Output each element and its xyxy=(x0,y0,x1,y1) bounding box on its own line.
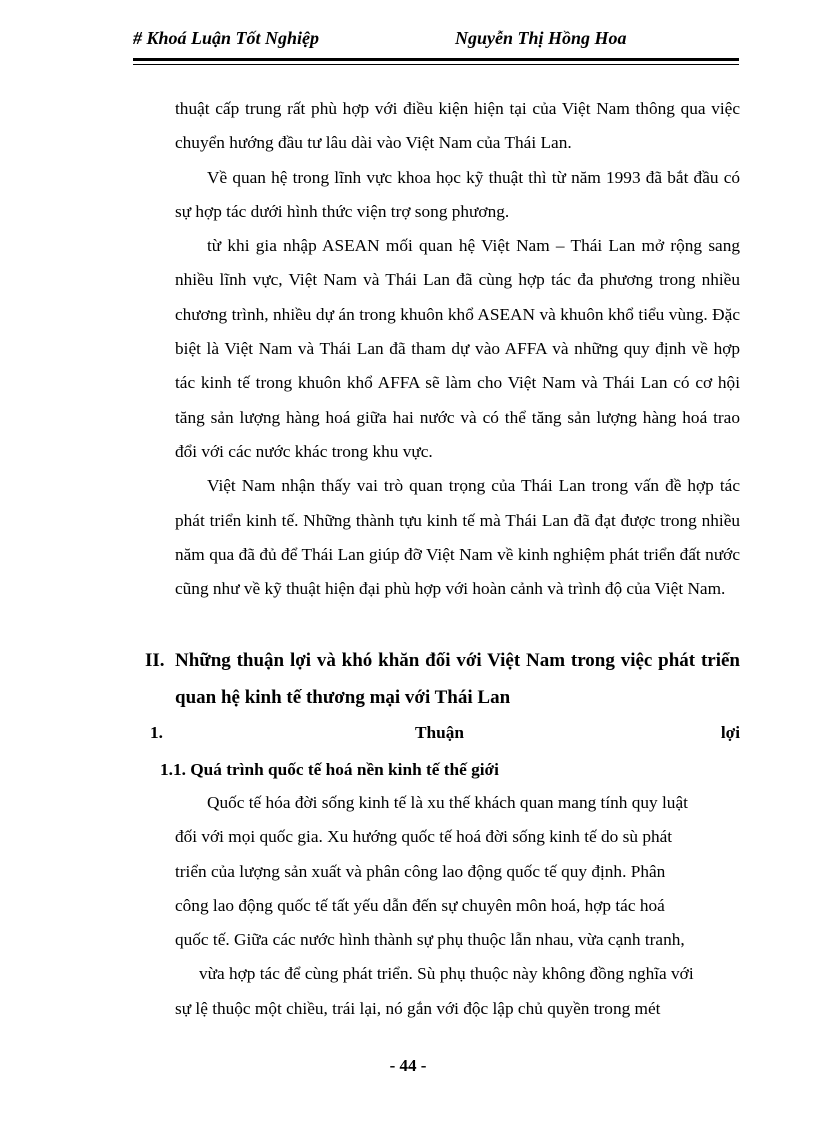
text-line: triển của lượng sản xuất và phân công lao động quốc tế quy định. Phân xyxy=(175,861,666,881)
page-number: - 44 - xyxy=(389,1056,427,1075)
section-heading xyxy=(145,642,740,716)
text-line: quốc tế. Giữa các nước hình thành sự phụ thuộc lẫn nhau, vừa cạnh tranh, xyxy=(175,930,685,950)
text-line: sự lệ thuộc một chiều, trái lại, nó gắn với độc lập chủ quyền trong mét xyxy=(175,998,661,1018)
section-number: II. xyxy=(145,650,165,671)
body-text xyxy=(175,92,740,606)
body-text-2 xyxy=(175,786,740,1026)
subsection-heading xyxy=(150,723,740,749)
text-line: vừa hợp tác để cùng phát triển. Sù phụ thuộc này không đồng nghĩa với xyxy=(199,964,694,984)
paragraph: thuật cấp trung rất phù hợp với điều kiện hiện tại của Việt Nam thông qua việc chuyển hướng đầu tư lâu dài vào Việt Nam của Thái Lan. xyxy=(175,99,740,153)
subsection-number: 1. xyxy=(150,723,163,742)
text-line: Quốc tế hóa đời sống kinh tế là xu thế khách quan mang tính quy luật xyxy=(207,793,688,812)
text-line: đối với mọi quốc gia. Xu hướng quốc tế hoá đời sống kinh tế do sù phát xyxy=(175,827,673,847)
subsubsection-heading: 1.1. Quá trình quốc tế hoá nền kinh tế thế giới xyxy=(160,760,499,779)
paragraph: Về quan hệ trong lĩnh vực khoa học kỹ thuật thì từ năm 1993 đã bắt đầu có sự hợp tác dưới hình thức viện trợ song phương. xyxy=(175,167,740,221)
subsection-word-1: Thuận xyxy=(415,723,465,742)
text-line: công lao động quốc tế tất yếu dẫn đến sự chuyên môn hoá, hợp tác hoá xyxy=(175,895,665,915)
header-rule-thin xyxy=(133,64,739,65)
header-author: Nguyễn Thị Hồng Hoa xyxy=(455,28,627,48)
subsection-word-2: lợi xyxy=(720,723,740,742)
paragraph: Việt Nam nhận thấy vai trò quan trọng của Thái Lan trong vấn đề hợp tác phát triển kinh tế. Những thành tựu kinh tế mà Thái Lan đã đạt được trong nhiều năm qua đã đủ để Thái Lan giúp đỡ Việt Nam về kinh nghiệm phát triển đất nước cũng như về kỹ thuật hiện đại phù hợp với hoàn cảnh và trình độ của Việt Nam. xyxy=(175,476,740,599)
header-rule-thick xyxy=(133,58,739,61)
paragraph: từ khi gia nhập ASEAN mối quan hệ Việt Nam – Thái Lan mở rộng sang nhiều lĩnh vực, Việt Nam và Thái Lan đã cùng hợp tác đa phương trong nhiều chương trình, nhiều dự án trong khuôn khổ ASEAN và khuôn khổ tiểu vùng. Đặc biệt là Việt Nam và Thái Lan đã tham dự vào AFFA và những quy định về hợp tác kinh tế trong khuôn khổ AFFA sẽ làm cho Việt Nam và Thái Lan có cơ hội tăng sản lượng hàng hoá giữa hai nước và có thể tăng sản lượng hàng hoá trao đổi với các nước khác trong khu vực. xyxy=(175,236,740,461)
section-title: Những thuận lợi và khó khăn đối với Việt Nam trong việc phát triển quan hệ kinh tế thương mại với Thái Lan xyxy=(175,650,740,708)
header-title: # Khoá Luận Tốt Nghiệp xyxy=(133,28,320,48)
